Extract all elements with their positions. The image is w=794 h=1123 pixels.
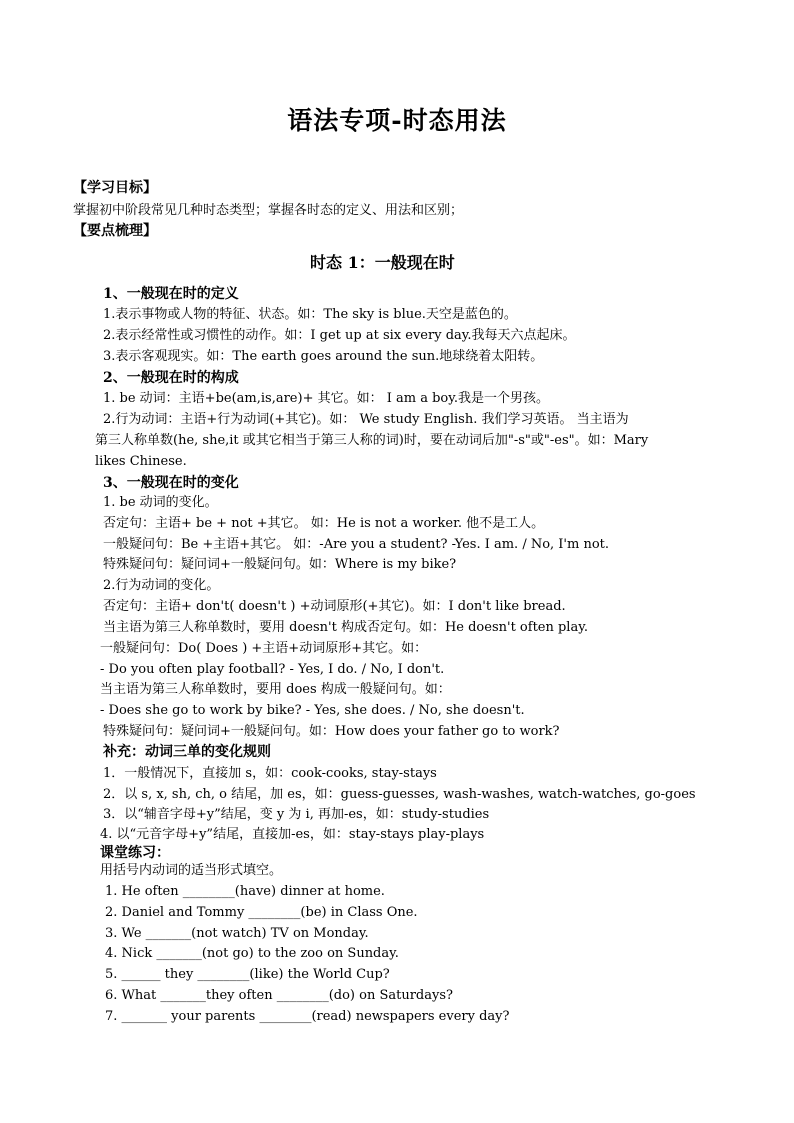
change-line: 当主语为第三人称单数时，要用 does 构成一般疑问句。如：	[100, 682, 451, 697]
definition-item: 1.表示事物或人物的特征、状态。如：The sky is blue.天空是蓝色的。	[103, 307, 517, 322]
change-line: 1. be 动词的变化。	[103, 495, 218, 510]
tense-heading: 时态 1：一般现在时	[310, 253, 455, 272]
change-line: 2.行为动词的变化。	[103, 578, 220, 593]
change-line: 特殊疑问句：疑问词+一般疑问句。如：Where is my bike?	[103, 557, 457, 572]
practice-question: 4. Nick _______(not go) to the zoo on Sunday.	[105, 946, 399, 961]
practice-question: 1. He often ________(have) dinner at home.	[105, 884, 385, 899]
points-heading: 【要点梳理】	[73, 223, 157, 239]
practice-question: 2. Daniel and Tommy ________(be) in Class One.	[105, 905, 418, 920]
practice-question: 3. We _______(not watch) TV on Monday.	[105, 926, 369, 941]
form-item: 1. be 动词：主语+be(am,is,are)+ 其它。如： I am a boy.我是一个男孩。	[103, 391, 549, 406]
practice-heading: 课堂练习：	[100, 845, 170, 861]
form-item: 2.行为动词：主语+行为动词(+其它)。如： We study English. 我们学习英语。 当主语为	[103, 412, 629, 427]
change-line: 否定句：主语+ be + not +其它。 如：He is not a worker. 他不是工人。	[103, 516, 545, 531]
form-heading: 2、一般现在时的构成	[103, 370, 239, 386]
change-line: 特殊疑问句：疑问词+一般疑问句。如：How does your father go to work?	[103, 724, 560, 739]
supplement-rule: 4. 以“元音字母+y”结尾，直接加-es，如：stay-stays play-plays	[100, 827, 485, 842]
form-item-continued: likes Chinese.	[95, 454, 187, 469]
supplement-rule: 3．以“辅音字母+y”结尾，变 y 为 i, 再加-es，如：study-studies	[103, 807, 490, 822]
supplement-heading: 补充：动词三单的变化规则	[103, 744, 271, 760]
definition-heading: 1、一般现在时的定义	[103, 286, 239, 302]
change-line: 一般疑问句：Do( Does ) +主语+动词原形+其它。如：	[100, 641, 428, 656]
definition-item: 2.表示经常性或习惯性的动作。如：I get up at six every day.我每天六点起床。	[103, 328, 576, 343]
definition-item: 3.表示客观现实。如：The earth goes around the sun.地球绕着太阳转。	[103, 349, 544, 364]
form-item-continued: 第三人称单数(he, she,it 或其它相当于第三人称的词)时，要在动词后加"-s"或"-es"。如：Mary	[95, 433, 649, 448]
supplement-rule: 2．以 s, x, sh, ch, o 结尾，加 es，如：guess-guesses, wash-washes, watch-watches, go-goes	[103, 787, 696, 802]
supplement-rule: 1．一般情况下，直接加 s，如：cook-cooks, stay-stays	[103, 766, 437, 781]
goal-text: 掌握初中阶段常见几种时态类型；掌握各时态的定义、用法和区别；	[73, 203, 464, 218]
change-line: 否定句：主语+ don't( doesn't ) +动词原形(+其它)。如：I don't like bread.	[103, 599, 566, 614]
goal-heading: 【学习目标】	[73, 180, 157, 196]
practice-question: 6. What _______they often ________(do) on Saturdays?	[105, 988, 453, 1003]
change-line: 一般疑问句：Be +主语+其它。 如：-Are you a student? -Yes. I am. / No, I'm not.	[103, 537, 610, 552]
change-line: 当主语为第三人称单数时，要用 doesn't 构成否定句。如：He doesn't often play.	[103, 620, 588, 635]
practice-question: 7. _______ your parents ________(read) newspapers every day?	[105, 1009, 510, 1024]
change-line: - Do you often play football? - Yes, I do. / No, I don't.	[100, 662, 445, 677]
practice-question: 5. ______ they ________(like) the World Cup?	[105, 967, 390, 982]
change-heading: 3、一般现在时的变化	[103, 475, 239, 491]
practice-instruction: 用括号内动词的适当形式填空。	[100, 863, 283, 878]
change-line: - Does she go to work by bike? - Yes, she does. / No, she doesn't.	[100, 703, 525, 718]
page-title: 语法专项-时态用法	[287, 106, 507, 135]
